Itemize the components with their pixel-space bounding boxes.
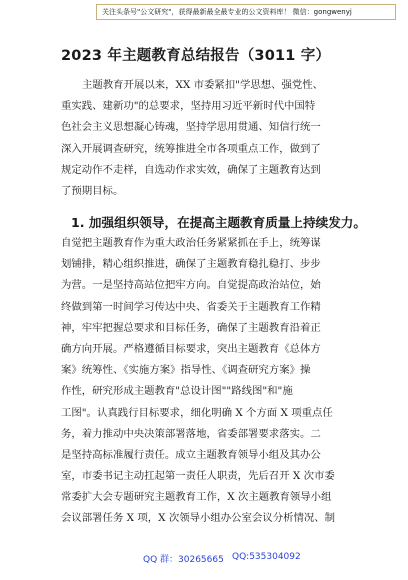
- body-paragraph: [61, 233, 359, 530]
- text-line: 规定动作不走样，自选动作求实效，确保了主题教育达到: [61, 163, 321, 176]
- document-title: 2023 年主题教育总结报告（3011 字）: [61, 48, 331, 64]
- text-line: 室，市委书记主动扛起第一责任人职责，先后召开 X 次市委: [61, 470, 335, 483]
- text-line: 常委扩大会专题研究主题教育工作，X 次主题教育领导小组: [61, 491, 332, 504]
- text-line: 自觉把主题教育作为重大政治任务紧紧抓在手上，统筹谋: [61, 237, 321, 249]
- text-line: 为营。一是坚持高站位把牢方向。自觉提高政治站位，始: [61, 279, 321, 292]
- footer-qq-group: QQ 群：30265665: [143, 555, 224, 565]
- text-line: 是坚持高标准履行责任。成立主题教育领导小组及其办公: [61, 448, 321, 461]
- footer-contact: [0, 549, 408, 569]
- text-line: 案》统筹性、《实施方案》指导性、《调查研究方案》操: [61, 364, 311, 377]
- text-line: 会议部署任务 X 项，X 次领导小组办公室会议分析情况、制: [61, 512, 336, 525]
- text-line: 务，着力推动中央决策部署落地，省委部署要求落实。二: [61, 427, 321, 440]
- text-line: 神，牢牢把握总要求和目标任务，确保了主题教育沿着正: [61, 321, 321, 334]
- text-line: 主题教育开展以来，XX 市委紧扣"学思想、强党性、: [82, 79, 324, 91]
- promo-banner: [96, 4, 396, 20]
- intro-paragraph: [61, 75, 359, 202]
- text-line: 重实践、建新功"的总要求，坚持用习近平新时代中国特: [61, 100, 316, 113]
- text-line: 色社会主义思想凝心铸魂，坚持学思用贯通、知信行统一: [61, 121, 321, 134]
- promo-banner-text: 关注头条号"公文研究"，获得最新最全最专业的公文资料库！ 微信：gongwenyj: [102, 8, 352, 16]
- text-line: 了预期目标。: [61, 184, 124, 197]
- text-line: 深入开展调查研究，统筹推进全市各项重点工作，做到了: [61, 142, 321, 155]
- text-line: 终做到第一时间学习传达中央、省委关于主题教育工作精: [61, 300, 321, 313]
- text-line: 划铺排，精心组织推进，确保了主题教育稳扎稳打、步步: [61, 258, 321, 271]
- text-line: 作性，研究形成主题教育"总设计图""路线图"和"施: [61, 385, 293, 398]
- text-line: 工图"。认真践行目标要求，细化明确 X 个方面 X 项重点任: [61, 406, 333, 419]
- footer-qq: QQ:535304092: [232, 552, 301, 562]
- header-banner: [0, 0, 408, 40]
- text-line: 确方向开展。严格遵循目标要求，突出主题教育《总体方: [61, 342, 321, 355]
- section-heading: 1. 加强组织领导，在提高主题教育质量上持续发力。: [71, 215, 366, 230]
